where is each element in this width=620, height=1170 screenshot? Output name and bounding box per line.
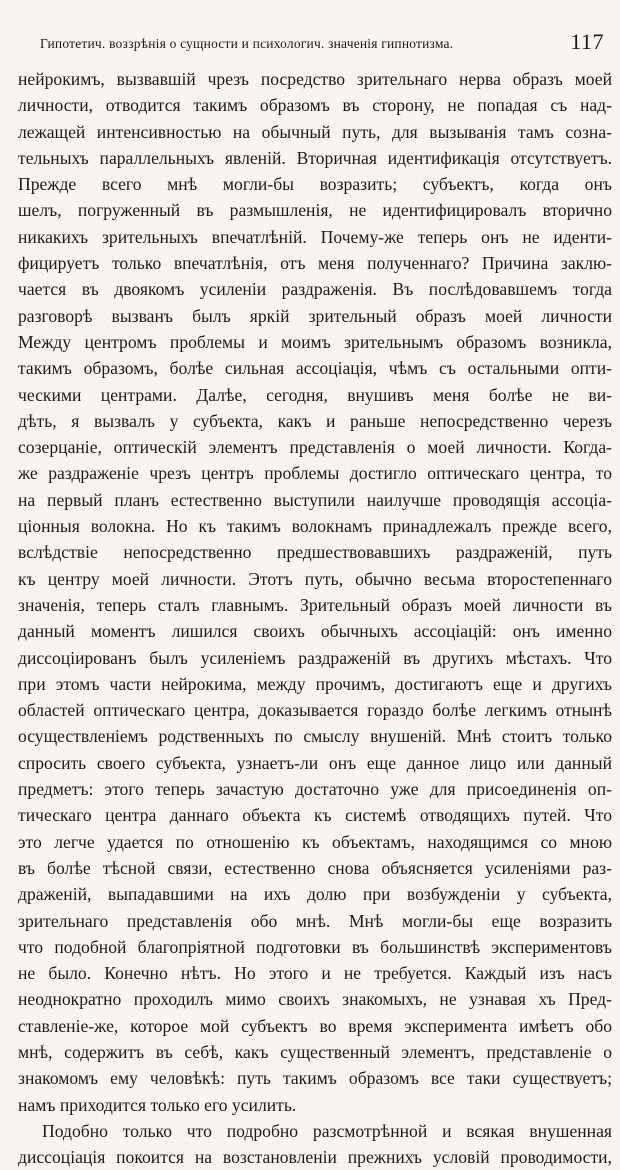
text-line: нейрокимъ, вызвавшій чрезъ посредство зрительнаго нерва образъ моей xyxy=(18,69,612,89)
text-line: мнѣ, содержитъ въ себѣ, какъ существенный элементъ, представленіе о xyxy=(18,1041,612,1062)
text-line: тельныхъ параллельныхъ явленій. Вторичная идентификація отсутствуетъ. xyxy=(18,147,612,168)
text-line: что подобной благопріятной подготовки въ большинствѣ экспериментовъ xyxy=(18,936,612,957)
text-line: шелъ, погруженный въ размышленія, не идентифицировалъ вторично xyxy=(18,200,612,221)
text-line: неоднократно проходилъ мимо своихъ знакомыхъ, не узнавая хъ Пред- xyxy=(18,989,612,1010)
text-line: ставленіе-же, которое мой субъектъ во время эксперимента имѣетъ обо xyxy=(18,1015,612,1036)
text-line: Между центромъ проблемы и моимъ зрительнымъ образомъ возникла, xyxy=(18,331,612,352)
running-head: Гипотетич. воззрѣнія о сущности и психологич. значенія гипнотизма. xyxy=(40,36,454,51)
text-line: диссоціированъ былъ усиленіемъ раздраженій въ другихъ мѣстахъ. Что xyxy=(18,647,612,668)
text-line: не было. Конечно нѣтъ. Но этого и не требуется. Каждый изъ насъ xyxy=(18,963,612,984)
text-line: значенія, теперь сталъ главнымъ. Зрительный образъ моей личности въ xyxy=(18,594,612,615)
text-line: фицируетъ только впечатлѣнія, отъ меня полученнаго? Причина заклю- xyxy=(18,253,612,274)
text-line: на первый планъ естественно выступили наилучше проводящія ассоціа- xyxy=(18,489,612,510)
text-line: никакихъ зрительныхъ впечатлѣній. Почему-же теперь онъ не иденти- xyxy=(18,226,612,247)
text-line: знакомомъ ему человѣкѣ: путь такимъ образомъ все таки существуетъ; xyxy=(18,1068,612,1089)
page-header xyxy=(18,26,610,66)
text-line: же раздраженіе чрезъ центръ проблемы достигло оптическаго центра, то xyxy=(18,463,612,484)
text-line: вслѣдствіе непосредственно предшествовавшихъ раздраженій, путь xyxy=(18,542,612,563)
body-text xyxy=(18,66,612,1170)
text-line: такимъ образомъ, болѣе сильная ассоціація, чѣмъ съ остальными опти- xyxy=(18,358,612,379)
text-line: ціонныя волокна. Но къ такимъ волокнамъ принадлежалъ прежде всего, xyxy=(18,516,612,537)
text-line: драженій, выпадавшими на ихъ долю при возбужденіи у субъекта, xyxy=(18,884,612,905)
text-line: спросить своего субъекта, узнаетъ-ли онъ еще данное лицо или данный xyxy=(18,752,612,773)
text-line: разговорѣ вызванъ былъ яркій зрительный образъ моей личности xyxy=(18,305,612,326)
text-line: это легче удается по отношенію къ объектамъ, находящимся со мною xyxy=(18,831,612,852)
text-line: предметъ: этого теперь зачастую достаточно уже для присоединенія оп- xyxy=(18,779,612,800)
text-line: чается въ двоякомъ усиленіи раздраженія. Въ послѣдовавшемъ тогда xyxy=(18,279,612,300)
text-line: областей оптическаго центра, доказывается гораздо болѣе легкимъ отнынѣ xyxy=(18,700,612,721)
text-line: созерцаніе, оптическій элементъ представленія о моей личности. Когда- xyxy=(18,437,612,458)
text-line: дѣть, я вызвалъ у субъекта, какъ и раньше непосредственно черезъ xyxy=(18,410,612,431)
text-line: лежащей интенсивностью на обычный путь, для вызыванія тамъ сознa- xyxy=(18,121,612,142)
page-number: 117 xyxy=(570,29,604,54)
text-line: осуществленіемъ родственныхъ по смыслу внушеній. Мнѣ стоитъ только xyxy=(18,726,612,747)
text-line: въ болѣе тѣсной связи, естественно снова объясняется усиленіями раз- xyxy=(18,857,612,878)
text-line: Прежде всего мнѣ могли-бы возразить; субъектъ, когда онъ xyxy=(18,174,612,195)
text-line: данный моментъ лишился своихъ обычныхъ ассоціацій: онъ именно xyxy=(18,621,612,642)
text-line: ческими центрами. Далѣе, сегодня, внушивъ меня болѣе не ви- xyxy=(18,384,612,405)
text-line: при этомъ части нейрокима, между прочимъ, достигаютъ еще и другихъ xyxy=(18,673,612,694)
paragraph-start-line: Подобно только что подробно разсмотрѣнной и всякая внушенная xyxy=(42,1120,612,1141)
text-line: намъ приходится только его усилить. xyxy=(18,1094,297,1115)
text-line: личности, отводится такимъ образомъ въ сторону, не попадая съ над- xyxy=(18,95,612,116)
text-line: къ центру моей личности. Этотъ путь, обычно весьма второстепеннаго xyxy=(18,568,612,589)
text-line: зрительнаго представленія обо мнѣ. Мнѣ могли-бы еще возразить xyxy=(18,910,612,931)
text-line: диссоціація покоится на возстановленіи прежнихъ условій проводимости, xyxy=(18,1147,612,1168)
text-line: тическаго центра даннаго объекта къ системѣ отводящихъ путей. Что xyxy=(18,805,612,826)
